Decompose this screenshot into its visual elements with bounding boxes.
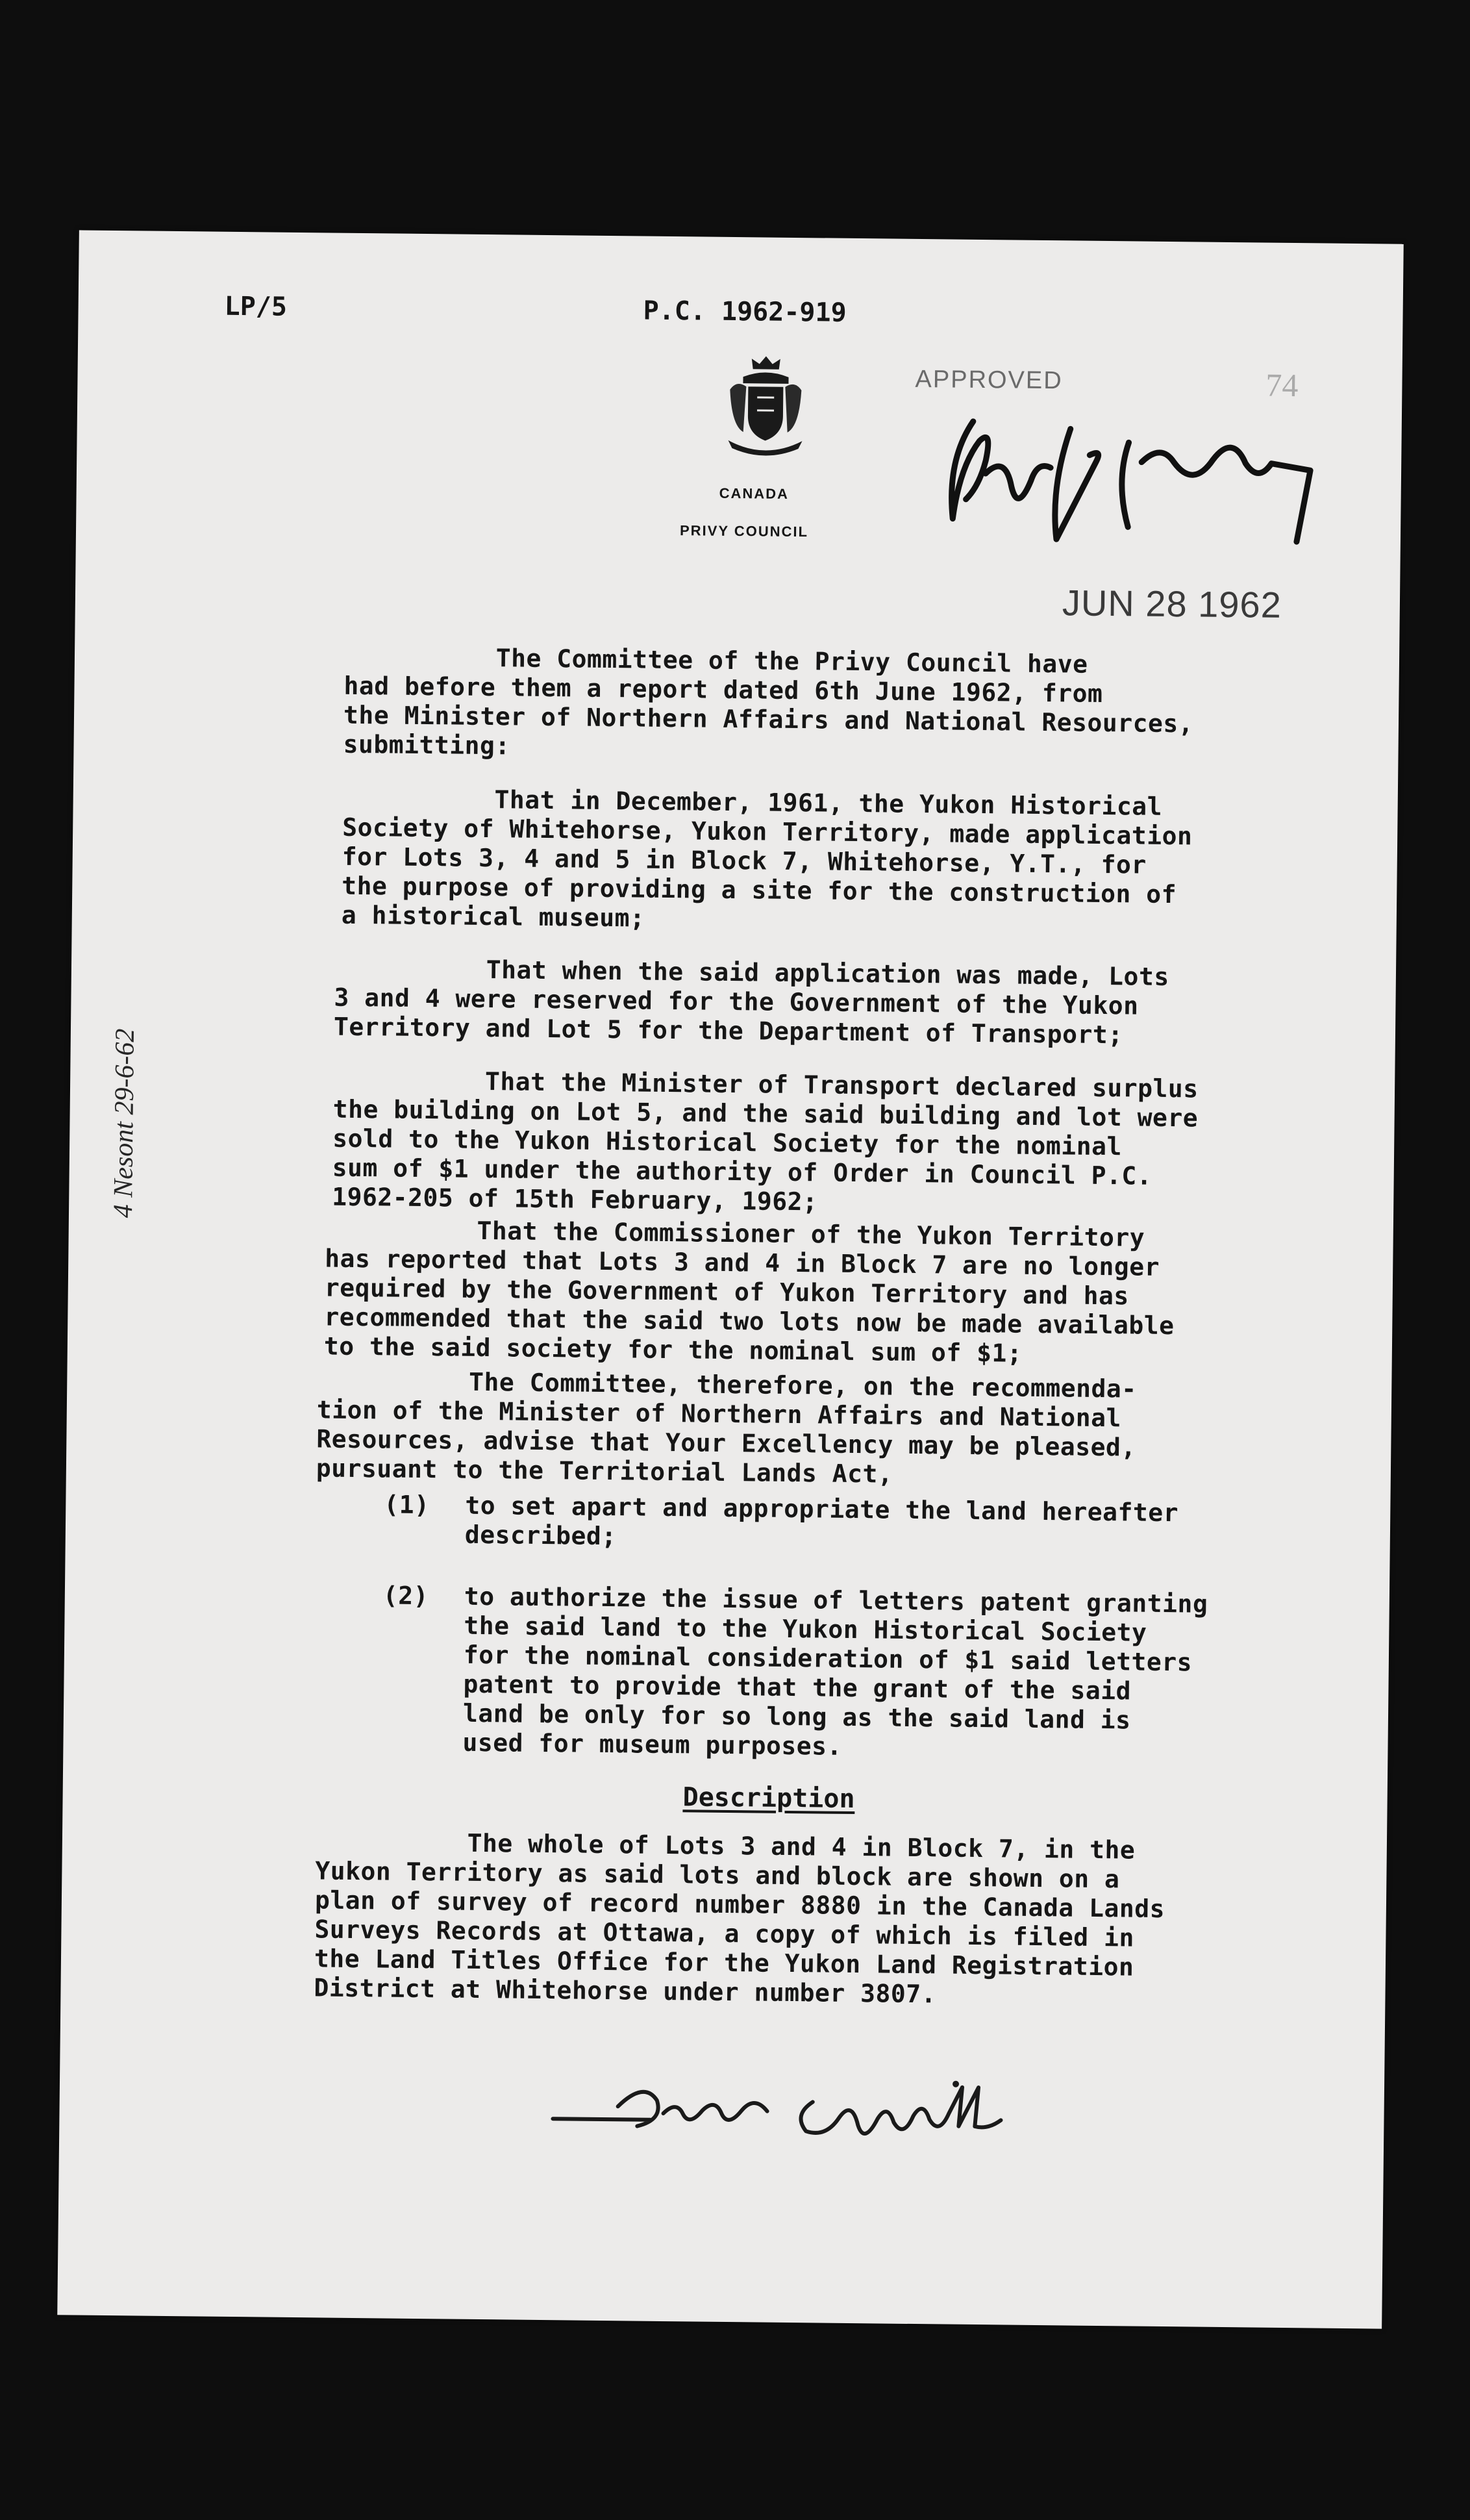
paragraph-intro: The Committee of the Privy Council have had before them a report dated 6th June 1962, from the Minister of Northern Affairs and National Resources, submitting:: [343, 642, 1194, 761]
document-page: [57, 230, 1404, 2328]
crest-body-label: PRIVY COUNCIL: [679, 522, 809, 540]
margin-handwritten-note: 4 Nesont 29-6-62: [108, 1028, 140, 1218]
paragraph-commissioner: That the Commissioner of the Yukon Territory has reported that Lots 3 and 4 in Block 7 are no longer required by the Government of Yukon Territory and has recommended that the said two lots now be made available to the said society for the nominal sum of $1;: [323, 1215, 1175, 1368]
paragraph-reservation: That when the said application was made, Lots 3 and 4 were reserved for the Government of the Yukon Territory and Lot 5 for the Department of Transport;: [333, 953, 1169, 1050]
paragraph-recommendation: The Committee, therefore, on the recommenda- tion of the Minister of Northern Affairs and National Resources, advise that Your Excellency may be pleased, pursuant to the Territorial Lands Act,: [316, 1366, 1137, 1489]
description-paragraph: The whole of Lots 3 and 4 in Block 7, in the Yukon Territory as said lots and block are shown on a plan of survey of record number 8880 in the Canada Lands Surveys Records at Ottawa, a copy of which is filed in the Land Titles Office for the Yukon Land Registration District at Whitehorse under number 3807.: [314, 1827, 1165, 2009]
item-text: to authorize the issue of letters patent granting the said land to the Yukon Historical Society for the nominal consideration of $1 said letters patent to provide that the grant of the said land be only for so long as the said land is used for museum purposes.: [462, 1581, 1208, 1761]
crest-country-label: CANADA: [719, 485, 790, 502]
item-text: to set apart and appropriate the land hereafter described;: [464, 1491, 1179, 1551]
clerk-signature: [540, 2067, 1125, 2163]
approved-label: APPROVED: [915, 365, 1063, 395]
page-number: 74: [1265, 366, 1299, 404]
item-number: (1): [384, 1490, 430, 1520]
paragraph-surplus: That the Minister of Transport declared surplus the building on Lot 5, and the said building and lot were sold to the Yukon Historical Society for the nominal sum of $1 under the authority of Order in Council P.C. 1962-205 of 15th February, 1962;: [332, 1065, 1199, 1216]
governor-signature: [933, 401, 1402, 569]
date-stamp: JUN 28 1962: [1062, 582, 1282, 625]
order-number: P.C. 1962-919: [643, 296, 847, 328]
paragraph-application: That in December, 1961, the Yukon Historical Society of Whitehorse, Yukon Territory, made application for Lots 3, 4 and 5 in Block 7, Whitehorse, Y.T., for the purpose of providing a site for the construction of a historical museum;: [341, 783, 1193, 933]
file-reference: LP/5: [224, 291, 288, 322]
description-heading: Description: [682, 1782, 855, 1815]
crest-icon: [716, 351, 815, 462]
item-number: (2): [382, 1581, 429, 1611]
